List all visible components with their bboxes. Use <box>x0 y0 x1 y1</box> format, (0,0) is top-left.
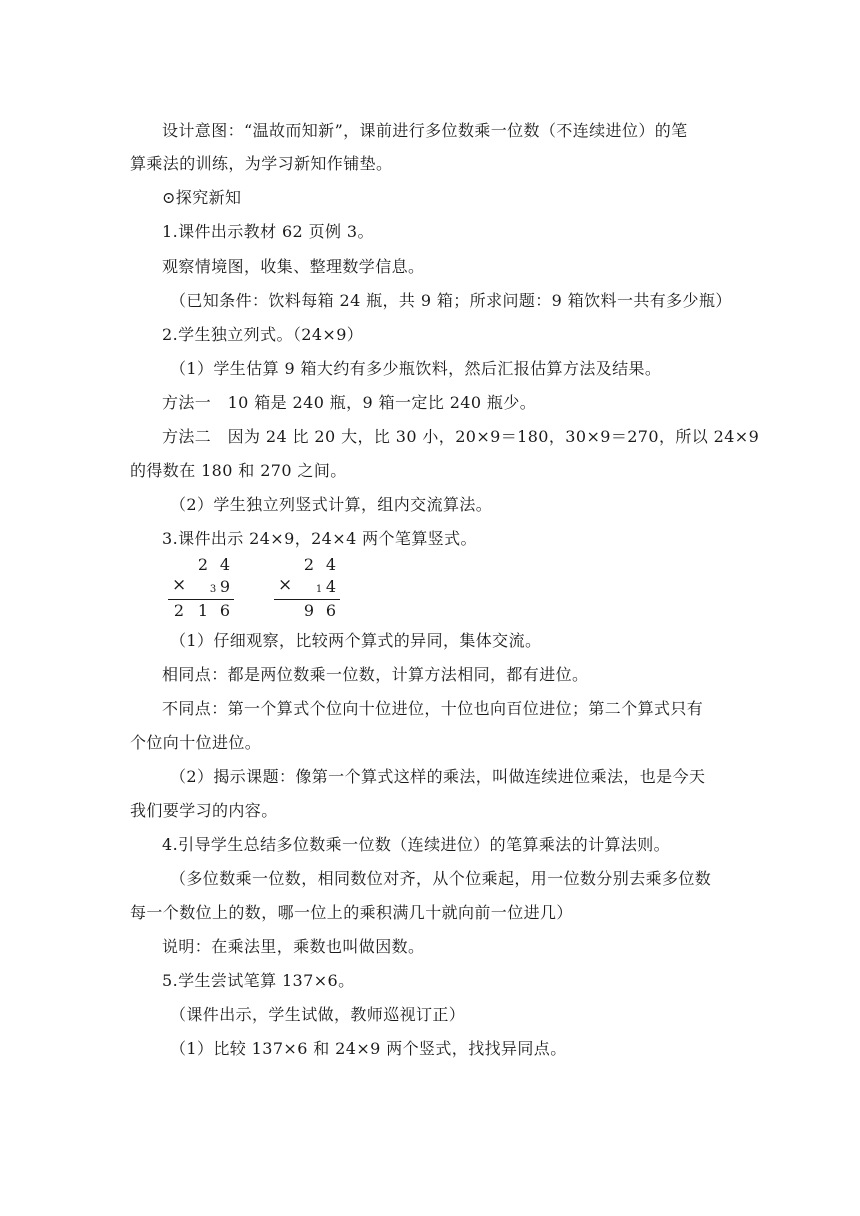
step-2: 2.学生独立列式。（24×9） <box>162 325 364 344</box>
calc1-carry: 3 <box>209 584 217 595</box>
paragraph-compare: （1）仔细观察，比较两个算式的异同，集体交流。 <box>170 631 542 650</box>
step-1: 1.课件出示教材 62 页例 3。 <box>162 222 374 241</box>
calc2-top-ones: 4 <box>325 555 337 574</box>
paragraph-reveal-topic-line1: （2）揭示课题：像第一个算式这样的乘法，叫做连续进位乘法，也是今天 <box>170 767 706 786</box>
paragraph-differences-line1: 不同点：第一个算式个位向十位进位，十位也向百位进位；第二个算式只有 <box>162 699 704 718</box>
paragraph-courseware: （课件出示，学生试做，教师巡视订正） <box>170 1005 466 1024</box>
paragraph-method-2-line2: 的得数在 180 和 270 之间。 <box>130 461 347 480</box>
calc2-top-tens: 2 <box>303 555 315 574</box>
vertical-calc-24x9 <box>168 555 248 625</box>
paragraph-method-2-line1: 方法二 因为 24 比 20 大，比 30 小，20×9＝180，30×9＝270，所以 24×9 <box>162 427 760 446</box>
paragraph-observe: 观察情境图，收集、整理数学信息。 <box>162 257 425 276</box>
paragraph-design-intent-line1: 设计意图：“温故而知新”，课前进行多位数乘一位数（不连续进位）的笔 <box>162 121 688 140</box>
calc1-result-tens: 1 <box>197 601 209 620</box>
calc1-top-ones: 4 <box>219 555 231 574</box>
paragraph-similarities: 相同点：都是两位数乘一位数，计算方法相同，都有进位。 <box>162 665 589 684</box>
paragraph-rule-line2: 每一个数位上的数，哪一位上的乘积满几十就向前一位进几） <box>130 903 573 922</box>
step-5: 5.学生尝试笔算 137×6。 <box>162 971 355 990</box>
step-4: 4.引导学生总结多位数乘一位数（连续进位）的笔算乘法的计算法则。 <box>162 835 671 854</box>
step-3: 3.课件出示 24×9，24×4 两个笔算竖式。 <box>162 529 477 548</box>
calc1-top-tens: 2 <box>197 555 209 574</box>
calc1-multiplier: 9 <box>219 577 231 596</box>
paragraph-rule-line1: （多位数乘一位数，相同数位对齐，从个位乘起，用一位数分别去乘多位数 <box>170 869 712 888</box>
paragraph-method-1: 方法一 10 箱是 240 瓶，9 箱一定比 240 瓶少。 <box>162 393 537 412</box>
calc1-rule <box>168 599 234 600</box>
calc2-times-sign: × <box>278 575 293 595</box>
paragraph-differences-line2: 个位向十位进位。 <box>130 733 262 752</box>
calc1-times-sign: × <box>172 575 187 595</box>
paragraph-column-calc: （2）学生独立列竖式计算，组内交流算法。 <box>170 495 493 514</box>
paragraph-note: 说明：在乘法里，乘数也叫做因数。 <box>162 937 425 956</box>
paragraph-compare-137x6: （1）比较 137×6 和 24×9 两个竖式，找找异同点。 <box>170 1039 567 1058</box>
calc1-result-ones: 6 <box>219 601 231 620</box>
vertical-calc-24x4 <box>274 555 354 625</box>
paragraph-known-conditions: （已知条件：饮料每箱 24 瓶，共 9 箱；所求问题：9 箱饮料一共有多少瓶） <box>170 291 732 310</box>
paragraph-reveal-topic-line2: 我们要学习的内容。 <box>130 801 278 820</box>
calc2-result-tens: 9 <box>303 601 315 620</box>
calc1-result-hundreds: 2 <box>173 601 185 620</box>
paragraph-design-intent-line2: 算乘法的训练，为学习新知作铺垫。 <box>130 154 393 173</box>
calc2-multiplier: 4 <box>325 577 337 596</box>
calc2-carry: 1 <box>315 584 323 595</box>
section-heading-explore: ⊙探究新知 <box>162 188 242 207</box>
calc2-rule <box>274 599 340 600</box>
paragraph-estimate: （1）学生估算 9 箱大约有多少瓶饮料，然后汇报估算方法及结果。 <box>170 359 662 378</box>
calc2-result-ones: 6 <box>325 601 337 620</box>
